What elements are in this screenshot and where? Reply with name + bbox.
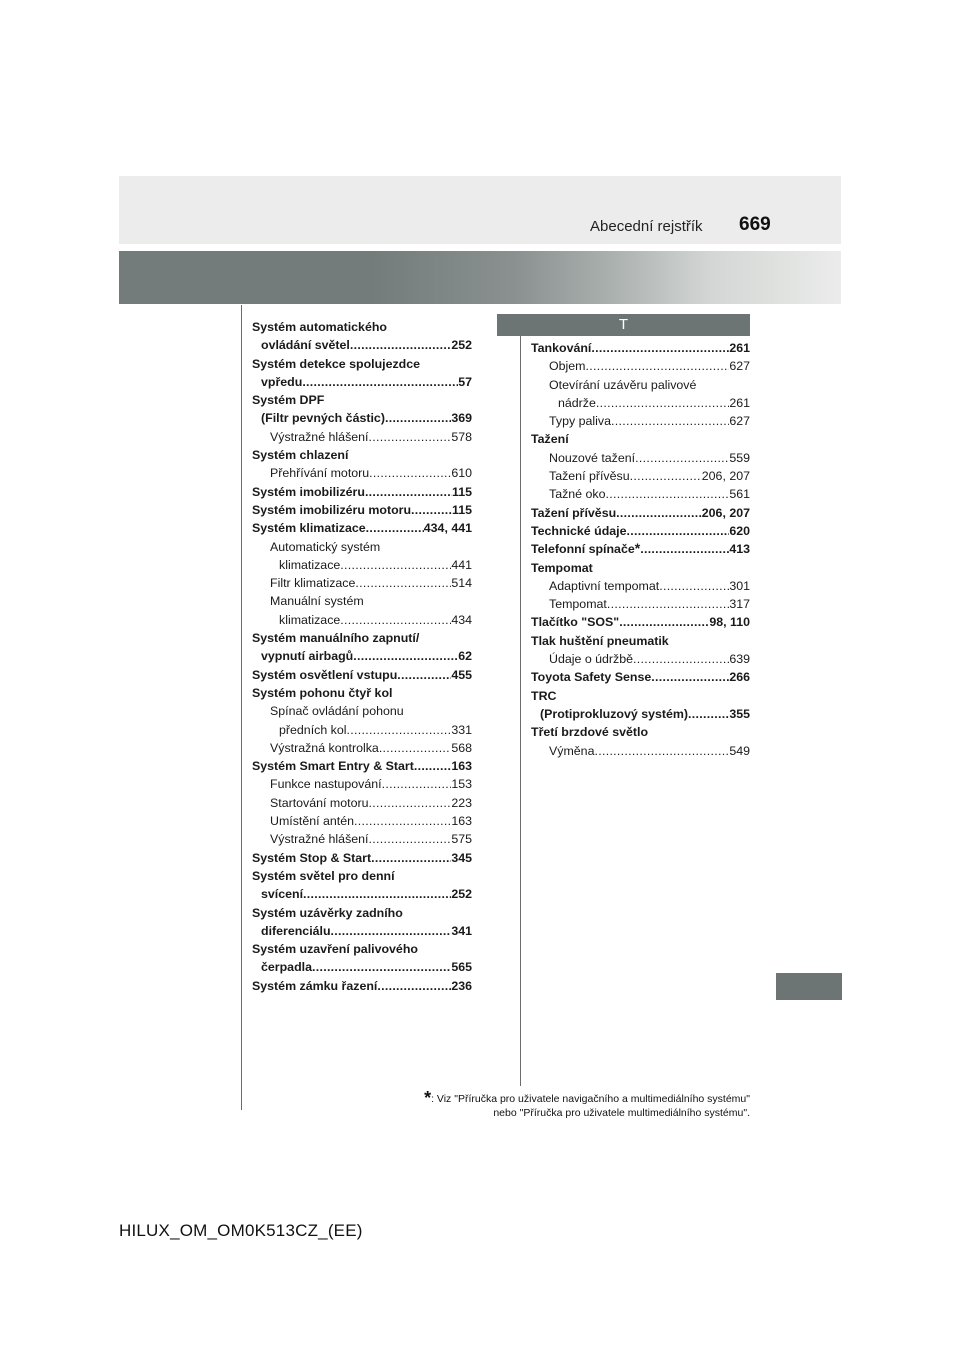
index-entry	[252, 666, 472, 684]
index-entry-label: svícení	[261, 887, 304, 902]
dot-leader	[594, 742, 729, 760]
index-entry-page[interactable]: 627	[729, 359, 750, 374]
index-entry-page[interactable]: 301	[729, 578, 750, 593]
dot-leader	[369, 464, 451, 482]
left-column-divider	[241, 305, 242, 1110]
index-entry	[531, 522, 750, 540]
index-entry-label: vpředu	[261, 374, 303, 389]
index-entry-page[interactable]: 559	[729, 450, 750, 465]
dot-leader	[353, 647, 458, 665]
index-entry: Tempomat	[531, 560, 593, 575]
index-entry: Třetí brzdové světlo	[531, 725, 649, 740]
index-entry	[252, 849, 472, 867]
index-entry-page[interactable]: 331	[451, 722, 472, 737]
index-entry-page[interactable]: 455	[451, 667, 472, 682]
index-entry	[252, 812, 472, 830]
dot-leader	[688, 705, 729, 723]
index-entry	[252, 830, 472, 848]
index-entry-label: Tempomat	[549, 597, 607, 612]
index-entry-page[interactable]: 266	[729, 670, 750, 685]
footnote-line-2: nebo "Příručka pro uživatele multimediálního systému".	[493, 1107, 750, 1119]
index-entry-label: nádrže	[558, 395, 596, 410]
index-entry: Otevírání uzávěru palivové	[549, 377, 697, 392]
index-entry	[252, 757, 472, 775]
index-entry: Systém manuálního zapnutí/	[252, 631, 420, 646]
index-entry	[531, 467, 750, 485]
index-entry	[252, 739, 472, 757]
index-entry-page[interactable]: 434, 441	[423, 521, 472, 536]
index-entry-label: Systém osvětlení vstupu	[252, 667, 398, 682]
index-entry-page[interactable]: 441	[451, 557, 472, 572]
index-entry-page[interactable]: 369	[451, 411, 472, 426]
index-entry-label: klimatizace	[279, 557, 341, 572]
index-entry-label: Tažné oko	[549, 487, 606, 502]
index-entry-label: čerpadla	[261, 960, 312, 975]
index-entry-label: Výstražné hlášení	[270, 429, 369, 444]
header-bar	[119, 176, 841, 244]
index-entry	[252, 556, 472, 574]
dot-leader	[379, 739, 452, 757]
dot-leader	[369, 830, 452, 848]
thumb-index-tab	[776, 973, 842, 1000]
index-entry-page[interactable]: 261	[729, 395, 750, 410]
index-entry	[531, 577, 750, 595]
index-entry-page[interactable]: 223	[451, 795, 472, 810]
index-entry	[252, 885, 472, 903]
index-entry-label: (Filtr pevných částic)	[261, 411, 385, 426]
index-entry-label: Objem	[549, 359, 586, 374]
dot-leader	[365, 483, 452, 501]
index-entry	[531, 504, 750, 522]
index-entry: Systém DPF	[252, 393, 325, 408]
index-entry-label: Systém Stop & Start	[252, 850, 372, 865]
dot-leader	[366, 519, 424, 537]
index-entry: TRC	[531, 688, 557, 703]
section-letter-bar: T	[497, 314, 750, 336]
index-entry-page[interactable]: 261	[729, 341, 750, 355]
index-entry-page[interactable]: 115	[452, 502, 472, 517]
dot-leader	[607, 595, 729, 613]
dot-leader	[596, 394, 729, 412]
index-entry-label: Systém imobilizéru	[252, 484, 365, 499]
index-entry	[252, 775, 472, 793]
footnote	[340, 1088, 750, 1120]
index-entry	[252, 794, 472, 812]
dot-leader	[331, 922, 452, 940]
dot-leader	[368, 794, 451, 812]
index-entry-label: diferenciálu	[261, 923, 331, 938]
index-entry-label: Telefonní spínače	[531, 542, 635, 557]
index-entry	[531, 357, 750, 375]
index-entry-page[interactable]: 355	[729, 706, 750, 721]
index-entry	[252, 922, 472, 940]
dot-leader	[651, 668, 729, 686]
dot-leader	[591, 339, 729, 357]
index-entry	[252, 574, 472, 592]
index-entry: Systém světel pro denní	[252, 868, 395, 883]
index-entry	[252, 483, 472, 501]
index-entry: Systém uzavření palivového	[252, 942, 418, 957]
index-entry	[531, 394, 750, 412]
index-entry: Spínač ovládání pohonu	[270, 704, 404, 719]
index-entry: Tlak huštění pneumatik	[531, 633, 669, 648]
dot-leader	[355, 574, 451, 592]
dot-leader	[630, 467, 702, 485]
index-left-column	[252, 318, 472, 995]
index-entry-label: Umístění antén	[270, 814, 355, 829]
index-entry-page[interactable]: 345	[451, 850, 472, 865]
index-entry: Systém detekce spolujezdce	[252, 356, 421, 371]
index-entry	[531, 668, 750, 686]
dot-leader	[627, 522, 730, 540]
index-entry-label: Systém zámku řazení	[252, 978, 378, 993]
index-entry-page[interactable]: 252	[451, 338, 472, 353]
index-entry-page[interactable]: 413	[729, 542, 750, 557]
index-entry-label: Údaje o údržbě	[549, 652, 634, 667]
index-entry	[531, 650, 750, 668]
index-entry: Systém chlazení	[252, 448, 349, 463]
index-entry	[531, 705, 750, 723]
dot-leader	[659, 577, 729, 595]
index-entry-page[interactable]: 434	[451, 612, 472, 627]
index-entry-page[interactable]: 549	[729, 743, 750, 758]
index-entry: Manuální systém	[270, 594, 364, 609]
index-entry-label: Adaptivní tempomat	[549, 578, 660, 593]
dot-leader	[411, 501, 452, 519]
index-entry	[252, 501, 472, 519]
index-entry	[531, 613, 750, 631]
index-entry	[531, 449, 750, 467]
index-entry	[531, 339, 750, 357]
index-entry	[252, 958, 472, 976]
dot-leader	[340, 611, 451, 629]
header-band	[119, 251, 841, 304]
index-entry-page[interactable]: 236	[451, 978, 472, 993]
index-entry-label: Systém Smart Entry & Start	[252, 759, 414, 774]
index-entry-page[interactable]: 341	[451, 923, 472, 938]
dot-leader	[616, 504, 702, 522]
index-entry-page[interactable]: 206, 207	[701, 469, 750, 484]
dot-leader	[586, 357, 730, 375]
index-entry: Systém uzávěrky zadního	[252, 905, 403, 920]
index-entry-label: Systém klimatizace	[252, 521, 366, 536]
index-entry-label: Výstražná kontrolka	[270, 740, 379, 755]
dot-leader	[302, 373, 458, 391]
index-entry-page[interactable]: 153	[451, 777, 472, 792]
index-entry-label: Výměna	[549, 743, 595, 758]
index-entry-label: Toyota Safety Sense	[531, 670, 652, 685]
index-entry-page[interactable]: 115	[452, 484, 472, 499]
index-entry-label: Systém imobilizéru motoru	[252, 502, 412, 517]
index-entry-label: Tlačítko "SOS"	[531, 615, 620, 630]
index-entry-page[interactable]: 163	[451, 814, 472, 829]
index-entry-page[interactable]: 514	[451, 576, 472, 591]
index-entry-page[interactable]: 163	[451, 759, 472, 774]
dot-leader	[340, 556, 451, 574]
index-entry-label: vypnutí airbagů	[261, 649, 354, 664]
index-entry	[252, 464, 472, 482]
dot-leader	[633, 650, 729, 668]
index-entry-label: předních kol	[279, 722, 347, 737]
index-entry-page[interactable]: 98, 110	[709, 615, 750, 630]
index-entry-page[interactable]: 578	[451, 429, 472, 444]
index-entry-page[interactable]: 568	[451, 740, 472, 755]
index-entry-label: Tažení přívěsu	[531, 505, 617, 520]
dot-leader	[354, 812, 451, 830]
index-entry-page[interactable]: 565	[451, 960, 472, 975]
dot-leader	[371, 849, 451, 867]
index-entry-label: Tažení přívěsu	[549, 469, 630, 484]
index-entry-page[interactable]: 627	[729, 414, 750, 429]
index-entry	[252, 428, 472, 446]
index-entry-page[interactable]: 620	[729, 523, 750, 538]
page-number: 669	[739, 214, 771, 235]
index-entry-label: Technické údaje	[531, 523, 627, 538]
index-entry	[531, 742, 750, 760]
dot-leader	[414, 757, 451, 775]
dot-leader	[312, 958, 451, 976]
dot-leader	[347, 721, 452, 739]
index-entry-label: Filtr klimatizace	[270, 576, 356, 591]
dot-leader	[605, 485, 729, 503]
index-right-column	[531, 339, 750, 760]
index-entry	[252, 519, 472, 537]
dot-leader	[619, 613, 709, 631]
index-entry-page[interactable]: 561	[729, 487, 750, 502]
index-entry	[252, 647, 472, 665]
index-entry: Systém pohonu čtyř kol	[252, 685, 393, 700]
index-entry-label: Tankování	[531, 341, 592, 355]
index-entry-page[interactable]: 206, 207	[701, 505, 750, 520]
dot-leader	[635, 449, 729, 467]
index-entry: Systém automatického	[252, 320, 387, 334]
dot-leader	[377, 977, 451, 995]
index-entry	[252, 721, 472, 739]
dot-leader	[397, 666, 451, 684]
index-entry	[252, 409, 472, 427]
index-entry-label: Typy paliva	[549, 414, 611, 429]
index-entry-label: Výstražné hlášení	[270, 832, 369, 847]
index-entry	[252, 977, 472, 995]
index-entry-label: Funkce nastupování	[270, 777, 382, 792]
index-entry: Tažení	[531, 432, 569, 447]
index-entry	[531, 412, 750, 430]
index-entry	[252, 611, 472, 629]
index-entry	[252, 336, 472, 354]
index-entry-page[interactable]: 252	[451, 887, 472, 902]
dot-leader	[611, 412, 729, 430]
index-entry-page[interactable]: 62	[458, 649, 472, 664]
document-id: HILUX_OM_OM0K513CZ_(EE)	[119, 1221, 363, 1240]
page-title: Abecední rejstřík	[590, 218, 703, 235]
dot-leader	[369, 428, 452, 446]
index-entry-page[interactable]: 575	[451, 832, 472, 847]
index-entry-label: Přehřívání motoru	[270, 466, 370, 481]
index-entry-label: Startování motoru	[270, 795, 369, 810]
index-entry	[531, 595, 750, 613]
dot-leader	[640, 540, 729, 558]
index-entry-label: klimatizace	[279, 612, 341, 627]
index-entry-label: ovládání světel	[261, 338, 350, 353]
index-entry-label: Nouzové tažení	[549, 450, 636, 465]
index-entry	[531, 485, 750, 503]
index-entry: Automatický systém	[270, 539, 381, 554]
footnote-star: *	[424, 1088, 432, 1108]
index-entry-page[interactable]: 57	[458, 374, 472, 389]
dot-leader	[385, 409, 451, 427]
dot-leader	[382, 775, 452, 793]
footnote-line-1: : Viz "Příručka pro uživatele navigačního a multimediálního systému"	[431, 1093, 750, 1105]
index-entry-page[interactable]: 639	[729, 652, 750, 667]
dot-leader	[303, 885, 451, 903]
index-entry	[252, 373, 472, 391]
dot-leader	[350, 336, 451, 354]
index-entry-page[interactable]: 610	[451, 466, 472, 481]
index-entry-page[interactable]: 317	[729, 597, 750, 612]
index-entry-label: (Protiprokluzový systém)	[540, 706, 689, 721]
index-entry: Telefonní spínače * ..... 413	[531, 540, 750, 558]
middle-column-divider	[520, 336, 521, 1086]
